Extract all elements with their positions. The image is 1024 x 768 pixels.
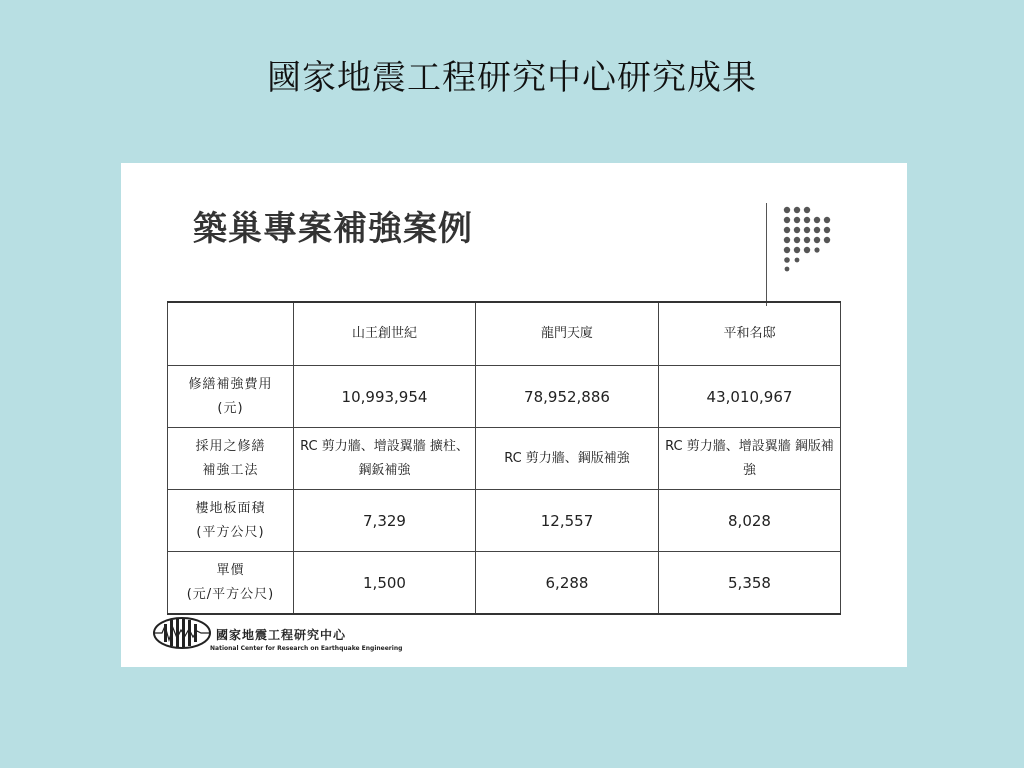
table-cell: 12,557 — [476, 490, 659, 552]
row-label: 修繕補強費用 (元) — [168, 366, 294, 428]
table-row — [168, 490, 841, 552]
table-corner-cell — [168, 302, 294, 366]
decorative-divider — [766, 203, 767, 306]
table-cell: 5,358 — [659, 552, 841, 615]
table-row — [168, 428, 841, 490]
row-label: 採用之修繕 補強工法 — [168, 428, 294, 490]
logo-name-english: National Center for Research on Earthquake Engineering — [210, 645, 403, 652]
table-cell: 1,500 — [294, 552, 476, 615]
ncree-logo-icon — [152, 614, 212, 652]
table-row — [168, 366, 841, 428]
row-label: 樓地板面積 (平方公尺) — [168, 490, 294, 552]
table-row — [168, 552, 841, 615]
slide-title: 國家地震工程研究中心研究成果 — [267, 58, 757, 98]
table-cell: 8,028 — [659, 490, 841, 552]
table-cell: 7,329 — [294, 490, 476, 552]
table-cell: 6,288 — [476, 552, 659, 615]
column-header: 龍門天廈 — [476, 302, 659, 366]
scanned-document — [121, 163, 907, 667]
row-label: 單價 (元/平方公尺) — [168, 552, 294, 615]
table-cell: RC 剪力牆、鋼版補強 — [476, 428, 659, 490]
table-cell: 10,993,954 — [294, 366, 476, 428]
table-cell: 78,952,886 — [476, 366, 659, 428]
dot-grid-icon — [781, 205, 841, 275]
logo-name-chinese: 國家地震工程研究中心 — [216, 628, 347, 642]
column-header: 平和名邸 — [659, 302, 841, 366]
table-cell: RC 剪力牆、增設翼牆 鋼版補強 — [659, 428, 841, 490]
column-header: 山王創世紀 — [294, 302, 476, 366]
table-cell: 43,010,967 — [659, 366, 841, 428]
document-title: 築巢專案補強案例 — [193, 209, 473, 249]
table-header-row — [168, 302, 841, 366]
table-cell: RC 剪力牆、增設翼牆 擴柱、鋼鈑補強 — [294, 428, 476, 490]
reinforcement-cases-table — [167, 301, 841, 615]
